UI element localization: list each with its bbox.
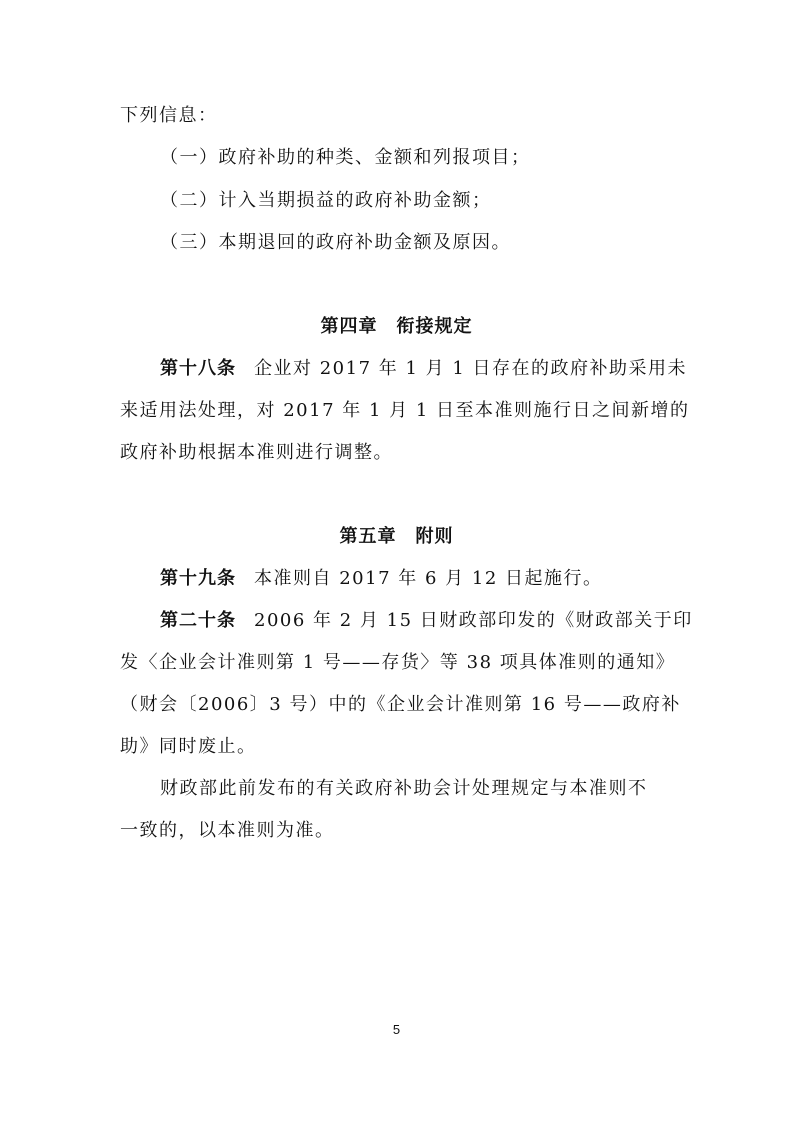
text-line: 下列信息：: [120, 105, 218, 126]
text-line: 来适用法处理，对 2017 年 1 月 1 日至本准则施行日之间新增的: [120, 400, 690, 421]
article-text: 2006 年 2 月 15 日财政部印发的《财政部关于印: [254, 610, 693, 631]
text-line: 一致的，以本准则为准。: [120, 820, 335, 841]
list-item: （三）本期退回的政府补助金额及原因。: [160, 232, 511, 253]
text-line: 发〈企业会计准则第 1 号——存货〉等 38 项具体准则的通知》: [120, 652, 676, 673]
article-19-line: [160, 567, 720, 591]
list-item: （二）计入当期损益的政府补助金额；: [160, 190, 492, 211]
article-20-line: [160, 609, 720, 633]
page-number: 5: [392, 1022, 401, 1037]
chapter-heading: 第四章 衔接规定: [320, 316, 473, 337]
article-label: 第十九条: [160, 568, 236, 589]
list-item: （一）政府补助的种类、金额和列报项目；: [160, 147, 531, 168]
article-label: 第二十条: [160, 610, 236, 631]
article-text: 企业对 2017 年 1 月 1 日存在的政府补助采用未: [254, 358, 688, 379]
text-line: （财会〔2006〕3 号）中的《企业会计准则第 16 号——政府补: [120, 694, 681, 715]
article-label: 第十八条: [160, 358, 236, 379]
text-line: 助》同时废止。: [120, 736, 257, 757]
article-text: 本准则自 2017 年 6 月 12 日起施行。: [254, 568, 603, 589]
text-line: 财政部此前发布的有关政府补助会计处理规定与本准则不: [160, 778, 648, 799]
chapter-heading: 第五章 附则: [339, 526, 454, 547]
article-18-line: [160, 357, 720, 381]
text-line: 政府补助根据本准则进行调整。: [120, 442, 393, 463]
